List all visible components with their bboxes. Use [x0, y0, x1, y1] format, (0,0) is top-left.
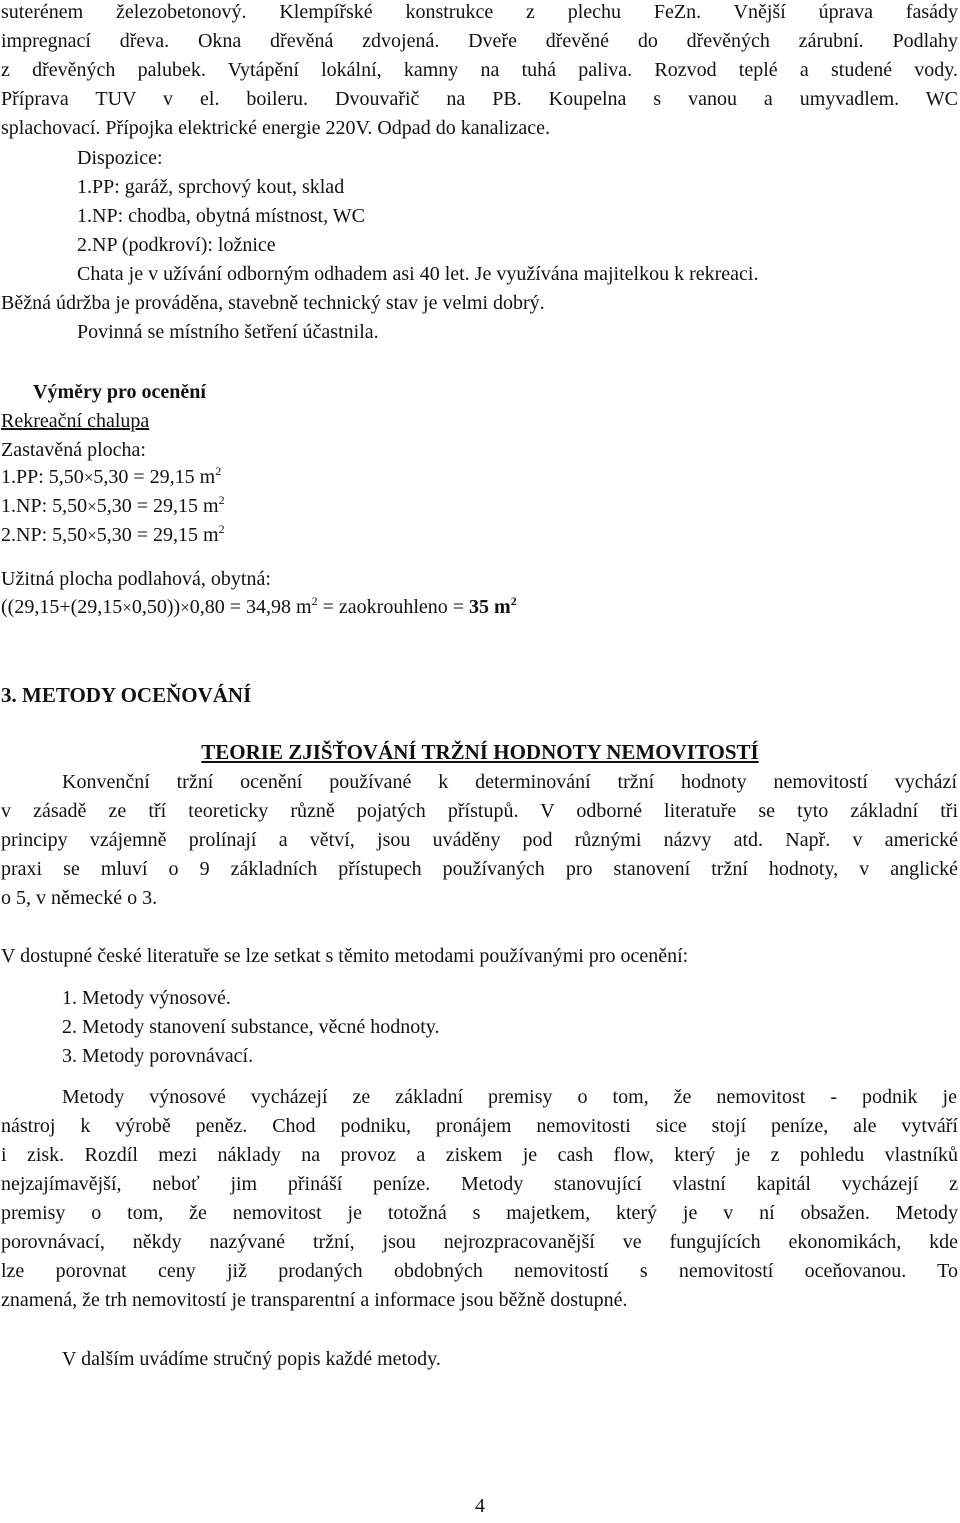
- floor-area-row: [1, 494, 958, 519]
- formula-result: 35 m: [469, 596, 511, 618]
- literature-line: V dostupné české literatuře se lze setkat s těmito metodami používanými pro ocenění:: [1, 945, 689, 967]
- methods-line: premisy o tom, že nemovitost je totožná s majetkem, který je v ní obsažen. Metody: [1, 1202, 958, 1224]
- dispozice-heading: Dispozice:: [77, 147, 163, 169]
- theory-line: v zásadě ze tří teoreticky různě pojatých přístupů. V odborné literatuře se tyto základní tři: [1, 800, 958, 822]
- floor-value: 5,30 = 29,15 m: [96, 495, 219, 517]
- theory-title: TEORIE ZJIŠŤOVÁNÍ TRŽNÍ HODNOTY NEMOVITOSTÍ: [201, 740, 759, 764]
- formula-part: 0,80 = 34,98 m: [189, 596, 312, 618]
- floor-area-row: [1, 523, 958, 548]
- intro-line: z dřevěných palubek. Vytápění lokální, kamny na tuhá paliva. Rozvod teplé a studené vody.: [1, 59, 958, 81]
- formula-part: 0,50)): [131, 596, 181, 618]
- floor-area-row: [1, 465, 958, 490]
- floor-label: 1.PP: 5,50: [1, 466, 84, 488]
- vymery-subheading: Rekreační chalupa: [1, 410, 150, 432]
- methods-line: nejzajímavější, neboť jim přináší peníze. Metody stanovující vlastní kapitál vycházejí z: [1, 1173, 958, 1195]
- dispozice-item: 1.NP: chodba, obytná místnost, WC: [77, 205, 365, 227]
- theory-line: o 5, v německé o 3.: [1, 887, 158, 909]
- floor-label: 2.NP: 5,50: [1, 524, 88, 546]
- exponent: 2: [510, 594, 517, 608]
- times-sign: ×: [87, 497, 97, 516]
- exponent: 2: [311, 594, 318, 608]
- theory-line: Konvenční tržní ocenění používané k determinování tržní hodnoty nemovitostí vychází: [62, 771, 957, 793]
- methods-line: Metody výnosové vycházejí ze základní premisy o tom, že nemovitost - podnik je: [62, 1086, 957, 1108]
- methods-line: porovnávací, někdy nazývané tržní, jsou nejrozpracovanější ve fungujících ekonomikách, kde: [1, 1231, 958, 1253]
- section-title: 3. METODY OCEŇOVÁNÍ: [1, 683, 252, 707]
- theory-line: praxi se mluví o 9 základních přístupech používaných pro stanovení tržní hodnoty, v anglické: [1, 858, 958, 880]
- floor-value: 5,30 = 29,15 m: [93, 466, 216, 488]
- intro-line: splachovací. Přípojka elektrické energie 220V. Odpad do kanalizace.: [1, 117, 551, 139]
- formula-part: = zaokrouhleno =: [317, 596, 470, 618]
- zastavena-label: Zastavěná plocha:: [1, 439, 146, 461]
- intro-line: Příprava TUV v el. boileru. Dvouvařič na PB. Koupelna s vanou a umyvadlem. WC: [1, 88, 958, 110]
- page-number: 4: [475, 1495, 485, 1517]
- chata-line: Běžná údržba je prováděna, stavebně technický stav je velmi dobrý.: [1, 292, 545, 314]
- method-item: 2. Metody stanovení substance, věcné hodnoty.: [62, 1016, 440, 1038]
- uzitna-formula: [1, 595, 958, 620]
- methods-line: nástroj k výrobě peněz. Chod podniku, pronájem nemovitosti sice stojí peníze, ale vytváří: [1, 1115, 958, 1137]
- formula-part: ((29,15+(29,15: [1, 596, 123, 618]
- uzitna-label: Užitná plocha podlahová, obytná:: [1, 568, 271, 590]
- methods-line: i zisk. Rozdíl mezi náklady na provoz a ziskem je cash flow, který je z pohledu vlastníků: [1, 1144, 958, 1166]
- times-sign: ×: [180, 598, 190, 617]
- chata-line: Chata je v užívání odborným odhadem asi 40 let. Je využívána majitelkou k rekreaci.: [77, 263, 759, 285]
- times-sign: ×: [83, 468, 94, 487]
- intro-line: impregnací dřeva. Okna dřevěná zdvojená. Dveře dřevěné do dřevěných zárubní. Podlahy: [1, 30, 958, 52]
- exponent: 2: [215, 464, 222, 478]
- vymery-heading: Výměry pro ocenění: [33, 381, 206, 403]
- times-sign: ×: [122, 598, 132, 617]
- exponent: 2: [218, 493, 225, 507]
- methods-line: znamená, že trh nemovitostí je transparentní a informace jsou běžně dostupné.: [1, 1289, 628, 1311]
- exponent: 2: [218, 522, 225, 536]
- dispozice-item: 1.PP: garáž, sprchový kout, sklad: [77, 176, 345, 198]
- floor-value: 5,30 = 29,15 m: [96, 524, 219, 546]
- floor-label: 1.NP: 5,50: [1, 495, 88, 517]
- theory-line: principy vzájemně prolínají a větví, jsou uváděny pod různými názvy atd. Např. v americké: [1, 829, 958, 851]
- intro-line: suterénem železobetonový. Klempířské konstrukce z plechu FeZn. Vnější úprava fasády: [1, 1, 958, 23]
- povinna-line: Povinná se místního šetření účastnila.: [77, 321, 379, 343]
- times-sign: ×: [87, 526, 97, 545]
- methods-line: lze porovnat ceny již prodaných obdobných nemovitostí s nemovitostí oceňovanou. To: [1, 1260, 958, 1282]
- method-item: 3. Metody porovnávací.: [62, 1045, 254, 1067]
- dispozice-item: 2.NP (podkroví): ložnice: [77, 234, 276, 256]
- method-item: 1. Metody výnosové.: [62, 987, 231, 1009]
- final-line: V dalším uvádíme stručný popis každé metody.: [62, 1348, 441, 1370]
